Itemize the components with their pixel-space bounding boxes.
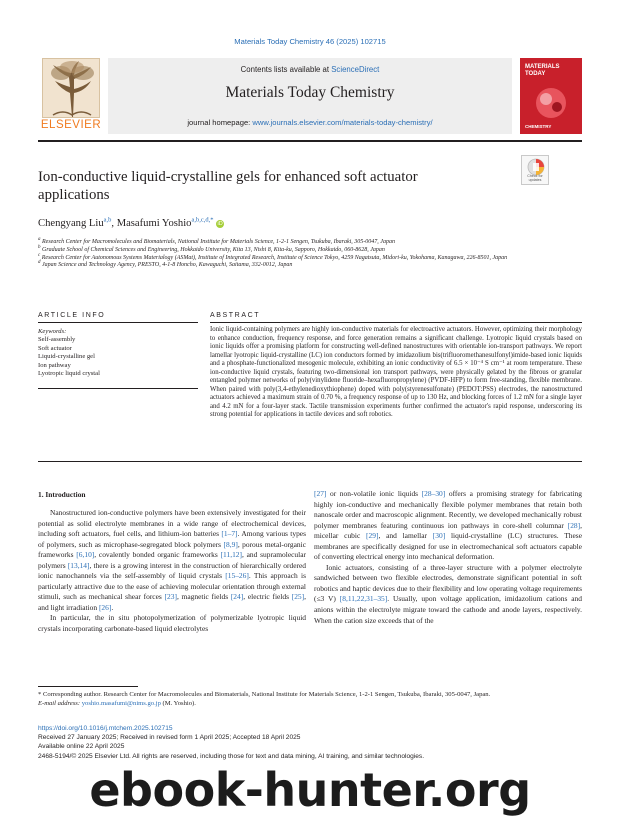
citation-link[interactable]: [29] <box>366 531 379 541</box>
affiliation-item: $^b$ Graduate School of Chemical Sciences and Engineering, Hokkaido University, Kita 13, Nishi 8, Kita-ku, Sapporo, Hokkaido, 060-8628, Japan <box>38 244 385 253</box>
citation-link[interactable]: [28] <box>567 520 581 530</box>
keyword-item: Self-assembly <box>38 336 76 344</box>
contents-line <box>108 65 512 74</box>
keyword-item: Lyotropic liquid crystal <box>38 370 100 378</box>
citation-link[interactable]: [11,12] <box>220 550 242 560</box>
affiliation-item: $^d$ Japan Science and Technology Agency, PRESTO, 4-1-8 Honcho, Kawaguchi, Saitama, 332-0012, Japan <box>38 260 293 269</box>
author-affiliation-marker[interactable]: a,b <box>103 216 112 224</box>
cover-title: MATERIALS TODAY <box>525 64 560 77</box>
sciencedirect-link[interactable]: ScienceDirect <box>331 65 380 74</box>
citation-link[interactable]: [25] <box>291 592 305 602</box>
abstract-text: Ionic liquid-containing polymers are highly ion-conductive materials for electroactive actuators. However, optimizing their morphology to enhance conduction, frequency response, and force generation remains a significant challenge. Lyotropic liquid crystals based on ionic liquids offer a promising platform for constructing well-defined nanostructures with orientable ion-transport pathways. We report lamellar lyotropic liquid-crystalline (LC) ion conductors formed by imidazolium bis(trifluoromethanesulfonyl)imide-based ionic liquids and a phosphate-functionalized mesogenic molecule, exhibiting an ionic conductivity of 6.5 × 10⁻⁴ S cm⁻¹ at room temperature. These ion-conductive liquid crystals, featuring two-dimensional ion transport pathways, were physically gelated by the fibrous or granular entangled polymer networks of poly(vinylidene fluoride–hexafluoropropylene) (PVDF-HFP) to form free-standing, flexible membrane. When paired with poly(3,4-ethylenedioxythiophene) doped with poly(styrenesulfonate) (PEDOT:PSS) electrodes, the nanostructured actuators achieved a maximum strain of 0.70 %, a frequency response of up to 130 Hz, and blocking forces of 1.2 mN for a single layer and 4.2 mN for a four-layer stack. Tactile transmission experiments further confirmed the actuator's rapid response, underscoring its strong potential for applications in tactile devices and soft robotics. <box>210 326 582 419</box>
elsevier-logo[interactable] <box>38 58 104 134</box>
email-suffix: (M. Yoshio). <box>162 700 196 707</box>
affiliations <box>38 239 582 270</box>
keyword-item: Liquid-crystalline gel <box>38 353 95 361</box>
crossmark-badge[interactable] <box>521 155 549 185</box>
orcid-icon[interactable]: iD <box>217 221 223 227</box>
citation-link[interactable]: [24] <box>230 592 244 602</box>
email-label: E-mail address: <box>38 700 81 707</box>
citation-link[interactable]: [23] <box>164 592 177 602</box>
keywords-label: Keywords: <box>38 328 67 335</box>
body-column-right <box>314 489 582 626</box>
header-divider <box>38 140 582 142</box>
divider <box>210 322 582 323</box>
author-list: Chengyang Liu$^{a,b}$, Masafumi Yoshio$^{a,b,c,d,*}$ iD <box>38 216 223 229</box>
divider <box>38 322 198 323</box>
paragraph: Nanostructured ion-conductive polymers have been extensively investigated for their potential as solid electrolyte membranes in a wide range of electrochemical devices, including soft actuators, fuel cells, and lithium-ion batteries [1–7]. Among various types of polymers, such as microphase-segregated block polymers [8,9], porous metal-organic frameworks [6,10], covalently bonded organic frameworks [11,12], and supramolecular polymers [13,14], there is a growing interest in the construction of hierarchically ordered ionic nanochannels via the self-assembly of liquid crystals [15–26]. This approach is particularly attractive due to the ease of achieving molecular orientation through external stimuli, such as mechanical shear forces [23], magnetic fields [24], electric fields [25], and light irradiation [26]. <box>38 508 307 612</box>
paragraph: [27] or non-volatile ionic liquids [28–30] offers a promising strategy for fabricating highly ion-conductive and mechanically flexible polymer membranes that retain both nanoscale order and macroscopic alignment. Recently, we developed mechanically robust polymer membranes featuring continuous ion pathways in core-shell columnar [28], micellar cubic [29], and lamellar [30] liquid-crystalline (LC) structures. These membranes are specifically designed for use in electromechanical soft actuators capable of converting electrical energy into mechanical deformation. <box>314 489 582 562</box>
author-name[interactable]: Chengyang Liu <box>38 218 104 229</box>
article-title: Ion-conductive liquid-crystalline gels for enhanced soft actuator applications <box>38 169 418 203</box>
footnote-email-line <box>38 699 582 708</box>
journal-banner <box>108 58 512 134</box>
author-name[interactable]: Masafumi Yoshio <box>116 218 192 229</box>
journal-reference[interactable]: Materials Today Chemistry 46 (2025) 102715 <box>234 37 386 46</box>
keyword-item: Soft actuator <box>38 344 72 352</box>
citation-link[interactable]: [15–26] <box>225 571 249 581</box>
available-online-date: Available online 22 April 2025 <box>38 743 125 751</box>
homepage-line <box>108 118 512 127</box>
journal-homepage-link[interactable]: www.journals.elsevier.com/materials-today-chemistry/ <box>252 118 433 127</box>
footnote-divider <box>38 686 138 687</box>
footnote-text: * Corresponding author. Research Center for Macromolecules and Biomaterials, National Institute for Materials Science, 1-2-1 Sengen, Tsukuba, Ibaraki, 305-0047, Japan. <box>38 691 491 698</box>
article-info-heading: ARTICLE INFO <box>38 312 106 319</box>
author-email-link[interactable]: yoshio.masafumi@nims.go.jp <box>81 700 161 707</box>
publisher-name: ELSEVIER <box>40 119 102 131</box>
journal-title: Materials Today Chemistry <box>225 84 395 101</box>
journal-header <box>38 58 582 136</box>
citation-link[interactable]: [13,14] <box>67 560 90 570</box>
citation-link[interactable]: [26] <box>98 602 112 612</box>
citation-link[interactable]: [28–30] <box>421 489 446 498</box>
author-affiliation-marker[interactable]: a,b,c,d,* <box>191 216 214 224</box>
keyword-item: Ion pathway <box>38 361 71 369</box>
cover-art-icon <box>526 84 576 122</box>
cover-subtitle: CHEMISTRY <box>525 124 552 129</box>
affiliation-item: $^c$ Research Center for Autonomous Systems Materialogy (ASMat), Institute of Integrated Research, Institute of Science Tokyo, 4259 Nagatsuta, Midori-ku, Yokohama, Kanagawa, 226-8501, Japan <box>38 252 508 261</box>
doi-link[interactable]: https://doi.org/10.1016/j.mtchem.2025.102715 <box>38 725 173 732</box>
watermark-text: ebook-hunter.org <box>89 763 531 817</box>
paragraph: In particular, the in situ photopolymerization of polymerizable lyotropic liquid crystals incorporating carbonate-based liquid electrolytes <box>38 613 306 634</box>
keywords-block <box>38 328 198 378</box>
received-dates: Received 27 January 2025; Received in revised form 1 April 2025; Accepted 18 April 2025 <box>38 734 301 742</box>
copyright-notice: 2468-5194/© 2025 Elsevier Ltd. All rights are reserved, including those for text and data mining, AI training, and similar technologies. <box>38 752 425 760</box>
citation-link[interactable]: [27] <box>314 489 327 498</box>
body-column-left <box>38 508 306 635</box>
journal-cover-thumbnail[interactable] <box>520 58 582 134</box>
corresponding-author-footnote <box>38 690 582 708</box>
elsevier-tree-icon <box>42 58 100 118</box>
citation-link[interactable]: [30] <box>432 531 446 541</box>
publication-info <box>38 724 582 761</box>
crossmark-label: Check for updates <box>527 174 543 182</box>
divider <box>38 388 198 389</box>
citation-link[interactable]: [6,10] <box>76 550 95 560</box>
affiliation-item: $^a$ Research Center for Macromolecules and Biomaterials, National Institute for Materials Science, 1-2-1 Sengen, Tsukuba, Ibaraki, 305-0047, Japan <box>38 237 395 245</box>
paragraph: Ionic actuators, consisting of a three-layer structure with a polymer electrolyte sandwiched between two flexible electrodes, demonstrate significant potential in soft robotics and haptic devices due to their flexibility and low operating voltage requirements (≤3 V) [8,11,22,31–35]. Usually, upon voltage application, imidazolium cations and anions within the electrolyte migrate toward the cathode and anode layers, respectively. When the cation size exceeds that of the <box>314 562 582 625</box>
contents-prefix: Contents lists available at <box>240 65 330 74</box>
citation-link[interactable]: [8,11,22,31–35] <box>339 594 388 604</box>
divider <box>38 461 582 462</box>
homepage-prefix: journal homepage: <box>187 118 251 127</box>
citation-link[interactable]: [1–7] <box>221 529 238 539</box>
section-heading-introduction: 1. Introduction <box>38 490 86 499</box>
citation-link[interactable]: [8,9] <box>223 539 238 549</box>
abstract-heading: ABSTRACT <box>210 312 261 319</box>
